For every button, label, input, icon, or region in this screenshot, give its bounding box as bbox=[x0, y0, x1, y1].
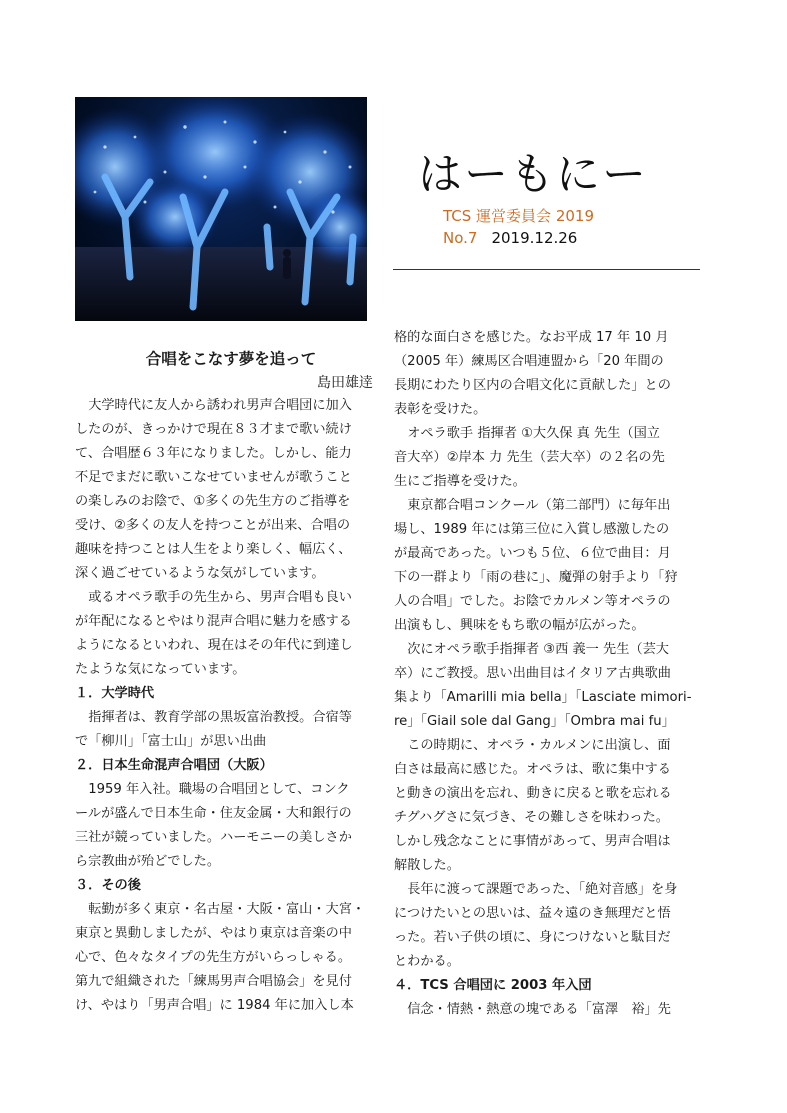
body-line: 人の合唱」でした。お陰でカルメン等オペラの bbox=[394, 594, 671, 609]
section-heading: ４．TCS 合唱団に 2003 年入団 bbox=[394, 978, 592, 993]
article-right-column bbox=[394, 326, 700, 1022]
article-right-body bbox=[394, 326, 700, 1022]
body-line: （2005 年）練馬区合唱連盟から「20 年間の bbox=[394, 354, 664, 369]
body-line: 場し、1989 年には第三位に入賞し感激したの bbox=[394, 522, 670, 537]
body-line: 集より「Amarilli mia bella」「Lasciate mimori- bbox=[394, 690, 692, 705]
body-line: 格的な面白さを感じた。なお平成 17 年 10 月 bbox=[394, 330, 669, 345]
body-line: この時期に、オペラ・カルメンに出演し、面 bbox=[407, 738, 671, 753]
body-line: しかし残念なことに事情があって、男声合唱は bbox=[394, 834, 671, 849]
body-line: たような気になっています。 bbox=[75, 662, 246, 677]
body-line: 心で、色々なタイプの先生方がいらっしゃる。 bbox=[75, 950, 352, 965]
body-line: 信念・情熱・熱意の塊である「富澤 裕」先 bbox=[407, 1002, 671, 1017]
body-line: re」「Giail sole dal Gang」「Ombra mai fu」 bbox=[394, 714, 675, 729]
body-line: 不足でまだに歌いこなせていませんが歌うこと bbox=[75, 470, 352, 485]
body-line: で「柳川」「富士山」が思い出曲 bbox=[75, 734, 267, 749]
body-line: オペラ歌手 指揮者 ①大久保 真 先生（国立 bbox=[407, 426, 660, 441]
body-line: が最高であった。いつも５位、６位で曲目：月 bbox=[394, 546, 671, 561]
body-line: の楽しみのお陰で、①多くの先生方のご指導を bbox=[75, 494, 351, 509]
organization-label: TCS 運営委員会 2019 bbox=[443, 207, 594, 225]
body-line: 出演もし、興味をもち歌の幅が広がった。 bbox=[394, 618, 645, 633]
newsletter-title: はーもにー bbox=[418, 149, 648, 200]
body-line: 転勤が多く東京・名古屋・大阪・富山・大宮・ bbox=[88, 902, 366, 917]
body-line: 次にオペラ歌手指揮者 ③西 義一 先生（芸大 bbox=[407, 642, 669, 657]
article-title: 合唱をこなす夢を追って bbox=[145, 350, 317, 368]
article-left-body bbox=[75, 394, 377, 1018]
body-line: 解散した。 bbox=[394, 858, 460, 873]
body-line: 趣味を持つことは人生をより楽しく、幅広く、 bbox=[75, 542, 352, 557]
body-line: 生にご指導を受けた。 bbox=[394, 474, 526, 489]
article-author: 島田雄逹 bbox=[317, 375, 373, 391]
body-line: け、やはり「男声合唱」に 1984 年に加入し本 bbox=[75, 998, 354, 1013]
body-line: ようになるといわれ、現在はその年代に到達し bbox=[75, 638, 353, 653]
body-line: 大学時代に友人から誘われ男声合唱団に加入 bbox=[88, 398, 352, 413]
illuminated-trees-photo bbox=[75, 97, 367, 321]
body-line: 東京と異動しましたが、やはり東京は音楽の中 bbox=[75, 926, 352, 941]
body-line: 長年に渡って課題であった、「絶対音感」を身 bbox=[407, 882, 678, 897]
section-heading: ３．その後 bbox=[75, 878, 141, 893]
header-divider bbox=[393, 269, 700, 270]
body-line: 音大卒）②岸本 力 先生（芸大卒）の２名の先 bbox=[394, 450, 665, 465]
body-line: 深く過ごせているような気がしています。 bbox=[75, 566, 325, 581]
article-left-column bbox=[75, 346, 377, 1018]
body-line: 受け、②多くの友人を持つことが出来、合唱の bbox=[75, 518, 351, 533]
body-line: 白さは最高に感じた。オペラは、歌に集中する bbox=[394, 762, 671, 777]
body-line: 三社が競っていました。ハーモニーの美しさか bbox=[75, 830, 352, 845]
body-line: 表彰を受けた。 bbox=[394, 402, 487, 417]
section-heading: １．大学時代 bbox=[75, 686, 155, 701]
body-line: したのが、きっかけで現在８３才まで歌い続け bbox=[75, 422, 352, 437]
section-heading: ２．日本生命混声合唱団（大阪） bbox=[75, 758, 273, 773]
issue-info bbox=[443, 229, 577, 247]
body-line: が年配になるとやはり混声合唱に魅力を感する bbox=[75, 614, 352, 629]
body-line: とわかる。 bbox=[394, 954, 460, 969]
body-line: と動きの演出を忘れ、動きに戻ると歌を忘れる bbox=[394, 786, 672, 801]
body-line: につけたいとの思いは、益々遠のき無理だと悟 bbox=[394, 906, 671, 921]
body-line: 或るオペラ歌手の先生から、男声合唱も良い bbox=[88, 590, 352, 605]
body-line: 1959 年入社。職場の合唱団として、コンク bbox=[88, 782, 350, 797]
issue-number: No.7 bbox=[443, 229, 478, 247]
body-line: ら宗教曲が殆どでした。 bbox=[75, 854, 221, 869]
body-line: 東京都合唱コンクール（第二部門）に毎年出 bbox=[407, 498, 671, 513]
body-line: った。若い子供の頃に、身につけないと駄目だ bbox=[394, 930, 671, 945]
body-line: 下の一群より「雨の巷に」、魔弾の射手より「狩 bbox=[394, 570, 678, 585]
body-line: 卒）にご教授。思い出曲目はイタリア古典歌曲 bbox=[394, 666, 671, 681]
body-line: て、合唱歴６３年になりました。しかし、能力 bbox=[75, 446, 352, 461]
body-line: 指揮者は、教育学部の黒坂富治教授。合宿等 bbox=[88, 710, 352, 725]
body-line: 長期にわたり区内の合唱文化に貢献した」との bbox=[394, 378, 671, 393]
body-line: チグハグさに気づき、その難しさを味わった。 bbox=[394, 810, 669, 825]
body-line: 第九で組織された「練馬男声合唱協会」を見付 bbox=[75, 974, 352, 989]
issue-date: 2019.12.26 bbox=[491, 229, 578, 247]
body-line: ールが盛んで日本生命・住友金属・大和銀行の bbox=[75, 806, 352, 821]
